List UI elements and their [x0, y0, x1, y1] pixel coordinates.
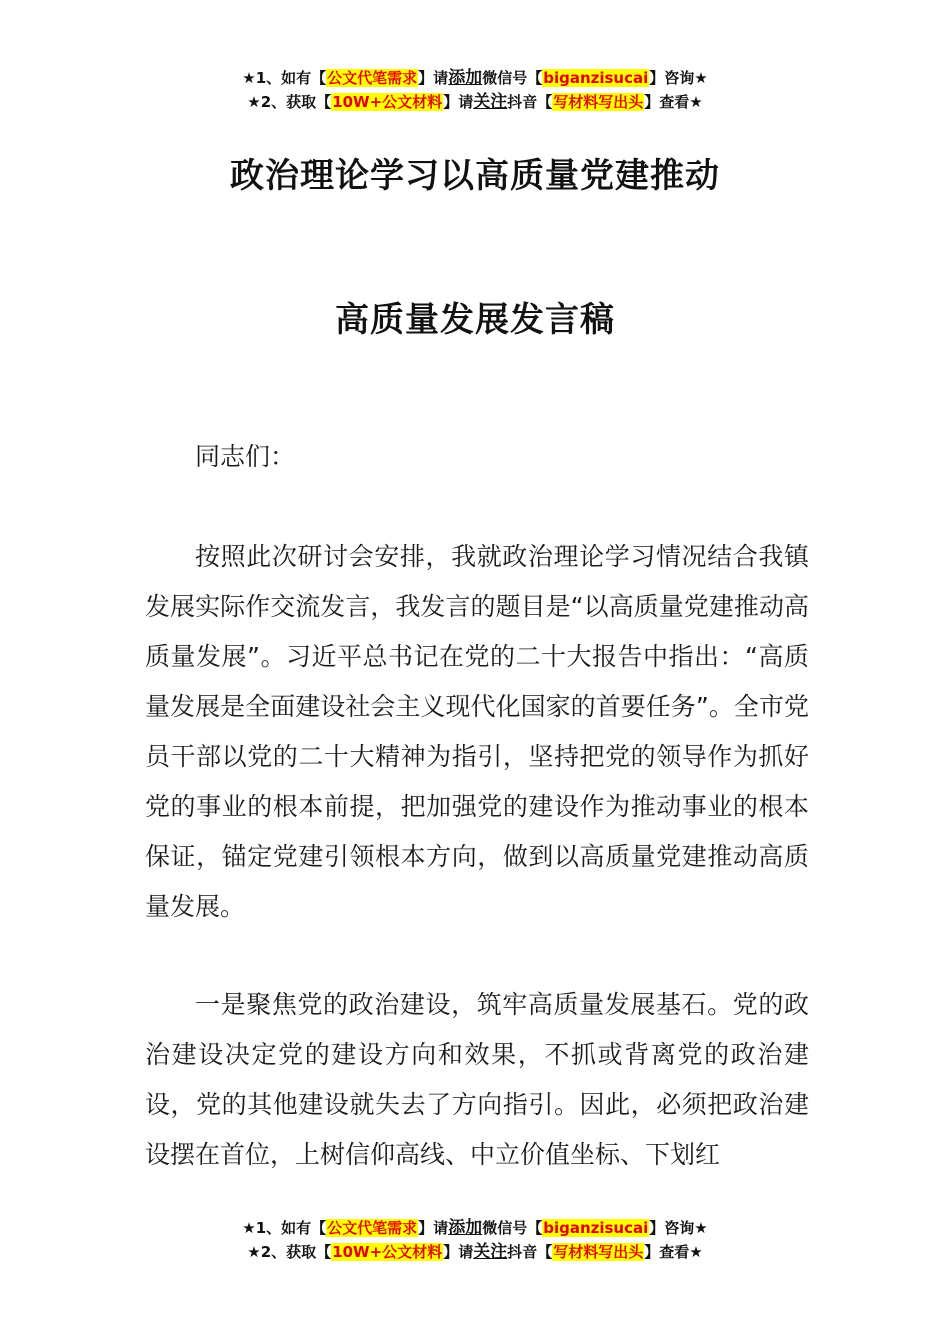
- promo-highlight: 10W+公文材料: [332, 93, 443, 111]
- promo-text: 微信号【: [482, 1219, 543, 1237]
- promo-text: 】请: [443, 1243, 474, 1261]
- promo-text: 】请: [418, 1219, 449, 1237]
- promo-highlight: 公文代笔需求: [327, 69, 418, 87]
- promo-underline: 关注: [473, 92, 508, 112]
- document-title-line-1: 政治理论学习以高质量党建推动: [230, 156, 720, 196]
- document-title-line-2: 高质量发展发言稿: [335, 300, 615, 340]
- promo-text: 】请: [443, 93, 474, 111]
- salutation: [145, 432, 809, 482]
- promo-highlight: 写材料写出头: [553, 1243, 644, 1261]
- promo-text: 】咨询★: [649, 69, 708, 87]
- promo-underline: 添加: [448, 1218, 483, 1238]
- bottom-promo-banner: [0, 1216, 950, 1264]
- promo-text: 】请: [418, 69, 449, 87]
- promo-underline: 添加: [448, 68, 483, 88]
- promo-text: 】咨询★: [649, 1219, 708, 1237]
- promo-line-2: [0, 1240, 950, 1264]
- promo-text: ★2、获取【: [247, 1243, 332, 1261]
- promo-text: 抖音【: [507, 1243, 553, 1261]
- promo-highlight: biganzisucai: [543, 1219, 649, 1237]
- promo-highlight: 写材料写出头: [553, 93, 644, 111]
- promo-highlight: biganzisucai: [543, 69, 649, 87]
- promo-text: 】查看★: [644, 93, 703, 111]
- promo-text: ★2、获取【: [247, 93, 332, 111]
- top-promo-banner: [0, 66, 950, 114]
- promo-text: 抖音【: [507, 93, 553, 111]
- promo-underline: 关注: [473, 1242, 508, 1262]
- promo-text: 微信号【: [482, 69, 543, 87]
- paragraph-2: [145, 980, 809, 1180]
- promo-line-1: [0, 1216, 950, 1240]
- promo-highlight: 公文代笔需求: [327, 1219, 418, 1237]
- promo-text: ★1、如有【: [242, 1219, 327, 1237]
- promo-text: ★1、如有【: [242, 69, 327, 87]
- promo-highlight: 10W+公文材料: [332, 1243, 443, 1261]
- promo-line-1: [0, 66, 950, 90]
- paragraph-text: 按照此次研讨会安排，我就政治理论学习情况结合我镇发展实际作交流发言，我发言的题目是“以高质量党建推动高质量发展”。习近平总书记在党的二十大报告中指出：“高质量发展是全面建设社会主义现代化国家的首要任务”。全市党员干部以党的二十大精神为指引，坚持把党的领导作为抓好党的事业的根本前提，把加强党的建设作为推动事业的根本保证，锚定党建引领根本方向，做到以高质量党建推动高质量发展。: [145, 542, 809, 921]
- paragraph-1: [145, 532, 809, 932]
- salutation-text: 同志们：: [195, 442, 296, 471]
- promo-line-2: [0, 90, 950, 114]
- promo-text: 】查看★: [644, 1243, 703, 1261]
- paragraph-text: 一是聚焦党的政治建设，筑牢高质量发展基石。党的政治建设决定党的建设方向和效果，不抓或背离党的政治建设，党的其他建设就失去了方向指引。因此，必须把政治建设摆在首位，上树信仰高线、中立价值坐标、下划红: [145, 990, 809, 1169]
